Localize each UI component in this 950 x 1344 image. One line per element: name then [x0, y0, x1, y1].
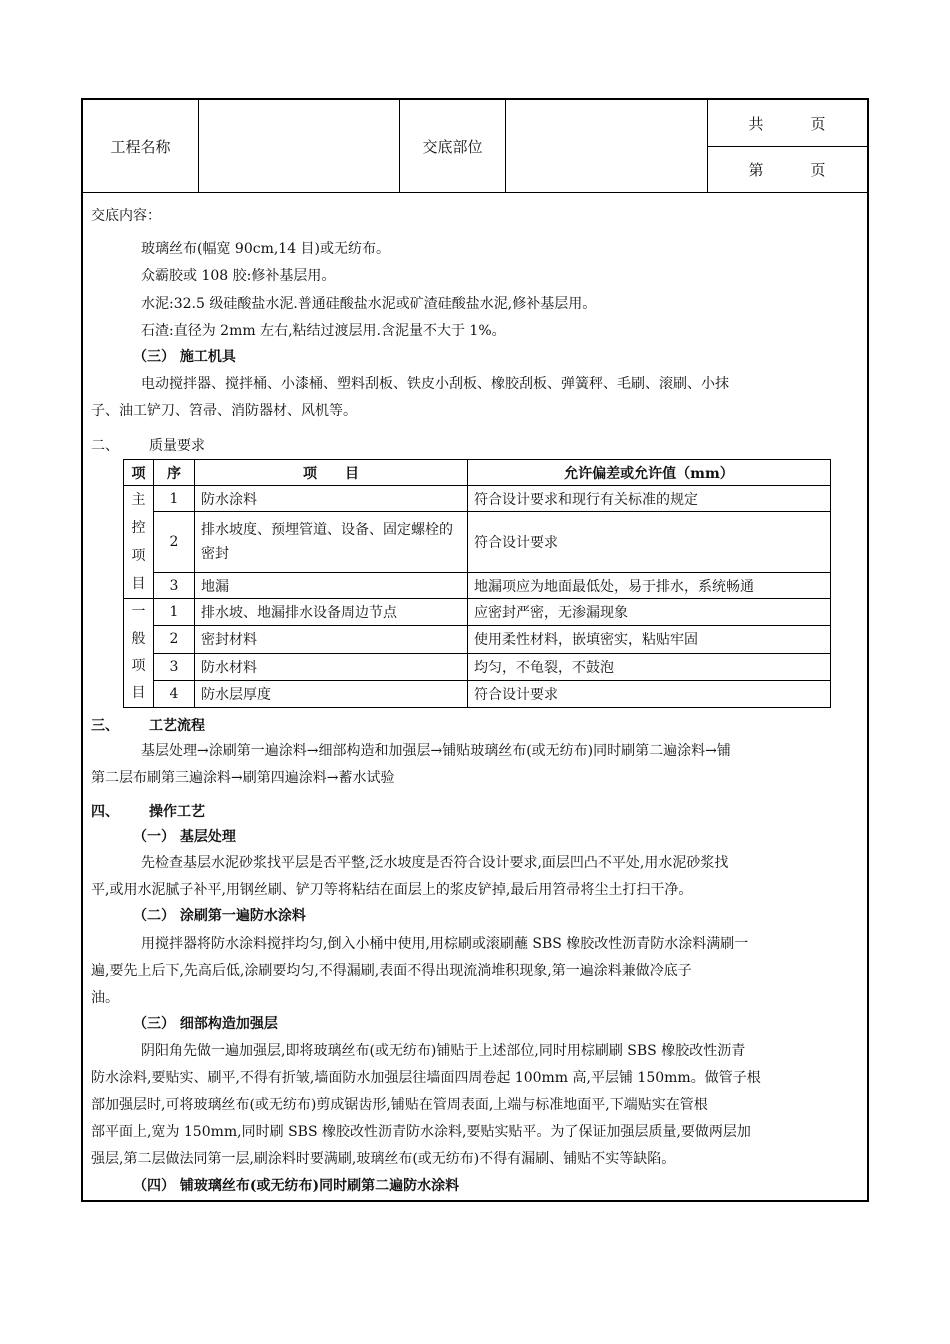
row-value: 符合设计要求和现行有关标准的规定: [468, 486, 831, 512]
page-number: [708, 146, 867, 192]
row-item: 地漏: [195, 573, 468, 599]
row-seq: 3: [154, 573, 195, 599]
row-value: 符合设计要求: [468, 680, 831, 707]
material-line: 玻璃丝布(幅宽 90cm,14 目)或无纺布。: [141, 241, 391, 257]
section-heading: （四） 铺玻璃丝布(或无纺布)同时刷第二遍防水涂料: [133, 1178, 460, 1194]
quality-table: [123, 459, 831, 708]
table-row: [124, 599, 831, 626]
paragraph-line: 油。: [91, 990, 119, 1006]
paragraph-line: 部平面上,宽为 150mm,同时刷 SBS 橡胶改性沥青防水涂料,要贴实贴平。为了保证加强层质量,要做两层加: [91, 1124, 751, 1140]
part-field[interactable]: [506, 100, 708, 192]
table-row: [124, 626, 831, 653]
row-seq: 2: [154, 512, 195, 573]
process-line: 基层处理→涂刷第一遍涂料→细部构造和加强层→铺贴玻璃丝布(或无纺布)同时刷第二遍涂料→铺: [141, 743, 731, 759]
table-row: [124, 573, 831, 599]
tools-line: 子、油工铲刀、笤帚、消防器材、风机等。: [91, 403, 357, 419]
paragraph-line: 遍,要先上后下,先高后低,涂刷要均匀,不得漏刷,表面不得出现流淌堆积现象,第一遍涂料兼做冷底子: [91, 963, 692, 979]
row-value: 使用柔性材料，嵌填密实，粘贴牢固: [468, 626, 831, 653]
paragraph-line: 防水涂料,要贴实、刷平,不得有折皱,墙面防水加强层往墙面四周卷起 100mm 高,平层铺 150mm。做管子根: [91, 1070, 761, 1086]
process-number: 三、: [91, 718, 119, 734]
paragraph-line: 用搅拌器将防水涂料搅拌均匀,倒入小桶中使用,用棕刷或滚刷蘸 SBS 橡胶改性沥青防水涂料满刷一: [141, 936, 749, 952]
row-seq: 1: [154, 599, 195, 626]
table-header-row: [124, 460, 831, 486]
row-item: 防水层厚度: [195, 680, 468, 707]
operation-title: 操作工艺: [149, 804, 205, 820]
paragraph-line: 阴阳角先做一遍加强层,即将玻璃丝布(或无纺布)铺贴于上述部位,同时用棕刷刷 SBS 橡胶改性沥青: [141, 1043, 746, 1059]
process-line: 第二层布刷第三遍涂料→刷第四遍涂料→蓄水试验: [91, 770, 395, 786]
general-group: 一 般 项 目: [124, 599, 154, 708]
column-header: 项: [124, 460, 154, 486]
main-control-group: 主 控 项 目: [124, 486, 154, 599]
row-item: 密封材料: [195, 626, 468, 653]
paragraph-line: 部加强层时,可将玻璃丝布(或无纺布)剪成锯齿形,铺贴在管周表面,上端与标准地面平,下端贴实在管根: [91, 1097, 708, 1113]
row-item: 防水材料: [195, 653, 468, 680]
material-line: 水泥:32.5 级硅酸盐水泥.普通硅酸盐水泥或矿渣硅酸盐水泥,修补基层用。: [141, 296, 597, 312]
row-seq: 4: [154, 680, 195, 707]
row-value: 应密封严密，无渗漏现象: [468, 599, 831, 626]
row-seq: 2: [154, 626, 195, 653]
page-number-right: 页: [810, 160, 827, 179]
tools-heading: （三） 施工机具: [133, 349, 236, 365]
project-name-label: 工程名称: [83, 100, 199, 192]
quality-title: 质量要求: [149, 438, 205, 454]
quality-number: 二、: [91, 438, 119, 454]
section-heading: （三） 细部构造加强层: [133, 1016, 278, 1032]
page-number-left: 第: [748, 160, 765, 179]
table-row: [124, 680, 831, 707]
tools-line: 电动搅拌器、搅拌桶、小漆桶、塑料刮板、铁皮小刮板、橡胶刮板、弹簧秤、毛刷、滚刷、小抹: [141, 376, 729, 392]
row-value: 地漏项应为地面最低处，易于排水，系统畅通: [468, 573, 831, 599]
intro-label: 交底内容：: [91, 208, 161, 224]
row-item: 防水涂料: [195, 486, 468, 512]
column-header: 序: [154, 460, 195, 486]
table-row: [124, 486, 831, 512]
table-row: [124, 512, 831, 519]
form-header: [83, 100, 867, 193]
section-heading: （一） 基层处理: [133, 829, 236, 845]
row-seq: 3: [154, 653, 195, 680]
column-header: 允许偏差或允许值（mm）: [468, 460, 831, 486]
operation-number: 四、: [91, 804, 119, 820]
table-row: [124, 653, 831, 680]
row-item: 排水坡度、预埋管道、设备、固定螺栓的密封: [195, 512, 468, 573]
section-heading: （二） 涂刷第一遍防水涂料: [133, 908, 306, 924]
total-pages-right: 页: [810, 114, 827, 133]
paragraph-line: 先检查基层水泥砂浆找平层是否平整,泛水坡度是否符合设计要求,面层凹凸不平处,用水泥砂浆找: [141, 855, 729, 871]
paragraph-line: 强层,第二层做法同第一层,刷涂料时要满刷,玻璃丝布(或无纺布)不得有漏刷、铺贴不实等缺陷。: [91, 1151, 676, 1167]
row-item: 排水坡、地漏排水设备周边节点: [195, 599, 468, 626]
column-header: 项 目: [195, 460, 468, 486]
part-label: 交底部位: [400, 100, 506, 192]
total-pages: [708, 100, 867, 147]
row-value: 符合设计要求: [468, 512, 831, 573]
project-name-field[interactable]: [199, 100, 400, 192]
disclosure-form: [81, 98, 869, 1202]
paragraph-line: 平,或用水泥腻子补平,用钢丝刷、铲刀等将粘结在面层上的浆皮铲掉,最后用笤帚将尘土打扫干净。: [91, 882, 693, 898]
material-line: 众霸胶或 108 胶:修补基层用。: [141, 268, 336, 284]
process-title: 工艺流程: [149, 718, 205, 734]
total-pages-left: 共: [748, 114, 765, 133]
row-seq: 1: [154, 486, 195, 512]
material-line: 石渣:直径为 2mm 左右,粘结过渡层用.含泥量不大于 1%。: [141, 323, 506, 339]
row-value: 均匀，不龟裂，不鼓泡: [468, 653, 831, 680]
